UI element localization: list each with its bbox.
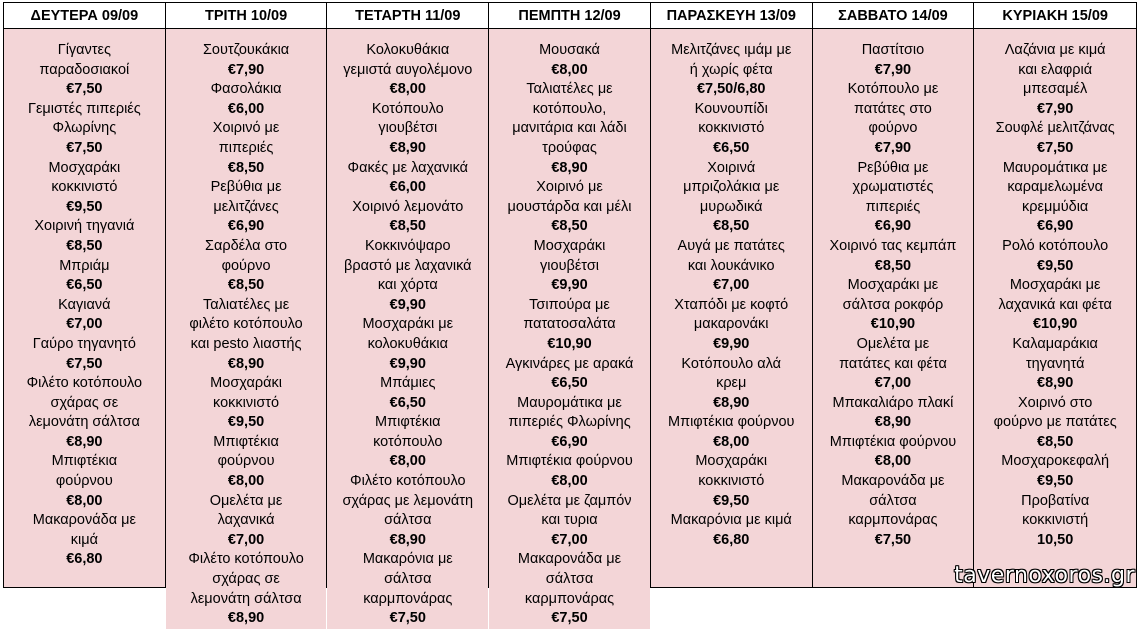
dish-list xyxy=(651,29,812,587)
dish-name: Χταπόδι με κοφτό xyxy=(674,296,789,313)
dish-name: Μοσχαράκι xyxy=(695,453,768,470)
dish-price: €6,50 xyxy=(713,139,750,156)
dish-price: €6,90 xyxy=(1037,218,1074,235)
dish-price: €9,50 xyxy=(227,414,265,431)
dish-name: και ελαφριά xyxy=(1018,61,1093,78)
dish-name: Σουφλέ μελιτζάνας xyxy=(995,120,1115,137)
dish-name: τηγανητά xyxy=(1025,355,1085,372)
dish-name: Μαυρομάτικα με xyxy=(517,394,622,411)
dish-price: €8,90 xyxy=(874,414,912,431)
dish-name: Φακές με λαχανικά xyxy=(347,159,469,176)
dish-name: πατατοσαλάτα xyxy=(523,316,616,333)
dish-price: €9,90 xyxy=(389,296,426,313)
day-column-wednesday xyxy=(327,3,489,627)
dish-name: Χοιρινό στο xyxy=(1018,394,1093,411)
dish-name: πιπεριές Φλωρίνης xyxy=(508,414,631,431)
day-column-tuesday xyxy=(166,3,328,627)
dish-name: γιουβέτσι xyxy=(378,120,438,137)
dish-name: Μπιφτέκια xyxy=(51,453,118,470)
dish-price: €8,50 xyxy=(874,257,912,274)
dish-name: φούρνου xyxy=(55,473,113,490)
dish-price: €6,50 xyxy=(66,277,103,294)
dish-price: €7,50 xyxy=(66,355,103,372)
dish-name: λεμονάτη σάλτσα xyxy=(190,590,302,607)
dish-price: €6,00 xyxy=(227,100,265,117)
dish-name: κοτόπουλο xyxy=(373,433,443,450)
dish-name: φούρνου xyxy=(217,453,275,470)
dish-price: €9,90 xyxy=(713,335,750,352)
dish-price: €8,50 xyxy=(389,218,426,235)
dish-name: Προβατίνα xyxy=(1021,492,1090,509)
dish-name: Αγκινάρες με αρακά xyxy=(505,355,634,372)
dish-price: €7,90 xyxy=(874,61,912,78)
dish-price: €8,90 xyxy=(227,610,265,627)
dish-name: Σουτζουκάκια xyxy=(202,42,290,58)
dish-name: Μπάμιες xyxy=(380,375,436,392)
dish-name: Ρολό κοτόπουλο xyxy=(1002,237,1109,254)
day-header: ΚΥΡΙΑΚΗ 15/09 xyxy=(974,3,1136,29)
dish-price: €7,50/6,80 xyxy=(696,81,766,98)
dish-price: €8,90 xyxy=(713,394,750,411)
dish-name: Φασολάκια xyxy=(210,81,282,98)
dish-name: κοκκινιστό xyxy=(698,120,765,137)
dish-name: και χόρτα xyxy=(377,277,438,294)
dish-name: Μπιφτέκια φούρνου xyxy=(506,453,633,470)
dish-name: και λουκάνικο xyxy=(687,257,775,274)
dish-price: €6,50 xyxy=(551,375,588,392)
dish-name: Ταλιατέλες με xyxy=(526,81,613,98)
dish-name: Μπιφτέκια xyxy=(375,414,441,431)
dish-price: €9,50 xyxy=(1037,257,1074,274)
dish-price: €7,50 xyxy=(1037,139,1074,156)
dish-price: €7,90 xyxy=(874,139,912,156)
dish-price: 10,50 xyxy=(1037,531,1074,548)
dish-price: €8,90 xyxy=(389,531,426,548)
dish-price: €7,00 xyxy=(227,531,265,548)
dish-name: τρούφας xyxy=(542,139,597,156)
dish-name: κοκκινιστό xyxy=(51,179,118,196)
day-header: ΠΑΡΑΣΚΕΥΗ 13/09 xyxy=(651,3,812,29)
dish-name: Ομελέτα με ζαμπόν xyxy=(507,492,632,509)
dish-name: πατάτες και φέτα xyxy=(839,355,947,372)
dish-price: €7,00 xyxy=(713,277,750,294)
dish-name: Ταλιατέλες με xyxy=(202,296,290,313)
dish-price: €7,90 xyxy=(1037,100,1074,117)
dish-list xyxy=(166,29,327,629)
dish-name: Κολοκυθάκια xyxy=(366,42,450,58)
dish-price: €8,50 xyxy=(713,218,750,235)
dish-price: €6,50 xyxy=(389,394,426,411)
dish-name: Μελιτζάνες ιμάμ με xyxy=(671,42,792,58)
dish-price: €8,00 xyxy=(874,453,912,470)
dish-name: καραμελωμένα xyxy=(1007,179,1104,196)
day-column-saturday xyxy=(813,3,975,587)
dish-name: σχάρας σε xyxy=(50,394,119,411)
dish-price: €9,50 xyxy=(66,198,103,215)
dish-name: Χοιρινή τηγανιά xyxy=(34,218,135,235)
dish-name: Μακαρονάδα με xyxy=(517,551,622,568)
dish-name: φιλέτο κοτόπουλο xyxy=(189,316,303,333)
dish-name: Φιλέτο κοτόπουλο xyxy=(26,375,143,392)
dish-name: λαχανικά και φέτα xyxy=(998,296,1112,313)
dish-price: €7,00 xyxy=(66,316,103,333)
dish-price: €6,90 xyxy=(227,218,265,235)
dish-price: €10,90 xyxy=(1032,316,1078,333)
dish-price: €7,90 xyxy=(227,61,265,78)
dish-name: χρωματιστές xyxy=(852,179,934,196)
dish-list xyxy=(813,29,974,587)
dish-name: κοκκινιστή xyxy=(1022,512,1089,529)
dish-name: σάλτσα ροκφόρ xyxy=(842,296,944,313)
dish-price: €8,90 xyxy=(227,355,265,372)
dish-price: €10,90 xyxy=(547,335,592,352)
dish-name: κιμά xyxy=(70,531,98,548)
dish-name: Μοσχαροκεφαλή xyxy=(1001,453,1110,470)
day-header: ΤΕΤΑΡΤΗ 11/09 xyxy=(327,3,488,29)
dish-name: Μοσχαράκι με xyxy=(362,316,454,333)
dish-price: €7,50 xyxy=(389,610,426,627)
dish-name: Μακαρονάδα με xyxy=(841,473,945,490)
dish-price: €8,00 xyxy=(551,61,588,78)
dish-name: μανιτάρια και λάδι xyxy=(512,120,627,137)
dish-name: Αυγά με πατάτες xyxy=(677,237,785,254)
dish-name: μυρωδικά xyxy=(699,198,763,215)
dish-name: Καλαμαράκια xyxy=(1012,335,1098,352)
dish-name: Φλωρίνης xyxy=(52,120,117,137)
dish-name: Μακαρόνια με κιμά xyxy=(670,512,792,529)
dish-name: καρμπονάρας xyxy=(848,512,938,529)
dish-price: €7,50 xyxy=(551,610,588,627)
dish-name: φούρνο xyxy=(868,120,918,137)
dish-name: μουστάρδα και μέλι xyxy=(507,198,632,215)
dish-list xyxy=(974,29,1136,587)
dish-list xyxy=(489,29,650,629)
dish-name: Χοιρινά xyxy=(707,159,756,176)
dish-name: Χοιρινό με xyxy=(212,120,280,137)
dish-price: €8,90 xyxy=(389,139,426,156)
dish-name: και pesto λιαστής xyxy=(190,335,302,352)
dish-name: πατάτες στο xyxy=(854,100,932,117)
dish-name: Μοσχαράκι με xyxy=(847,277,939,294)
dish-price: €8,90 xyxy=(66,433,103,450)
dish-name: Μοσχαράκι με xyxy=(1009,277,1101,294)
dish-price: €8,50 xyxy=(1037,433,1074,450)
dish-price: €8,00 xyxy=(389,81,426,98)
dish-name: λαχανικά xyxy=(217,512,275,529)
dish-price: €7,00 xyxy=(551,531,588,548)
dish-name: Παστίτσιο xyxy=(861,42,925,58)
dish-name: Τσιπούρα με xyxy=(529,296,610,313)
day-column-sunday xyxy=(974,3,1136,587)
dish-name: καρμπονάρας xyxy=(363,590,453,607)
dish-price: €8,50 xyxy=(66,237,103,254)
dish-name: Γαύρο τηγανητό xyxy=(32,335,136,352)
dish-price: €6,80 xyxy=(66,551,103,568)
dish-list xyxy=(4,29,165,587)
dish-price: €8,90 xyxy=(1037,375,1074,392)
dish-name: Χοιρινό με xyxy=(536,179,603,196)
day-column-thursday xyxy=(489,3,651,627)
dish-name: Κοκκινόψαρο xyxy=(364,237,451,254)
dish-name: βραστό με λαχανικά xyxy=(344,257,472,274)
dish-name: γιουβέτσι xyxy=(540,257,599,274)
dish-price: €7,50 xyxy=(66,139,103,156)
dish-name: κολοκυθάκια xyxy=(367,335,449,352)
dish-name: φούρνο με πατάτες xyxy=(993,414,1117,431)
dish-name: σάλτσα xyxy=(869,492,917,509)
dish-price: €6,80 xyxy=(713,531,750,548)
dish-name: φούρνο xyxy=(221,257,271,274)
dish-price: €6,00 xyxy=(389,179,426,196)
dish-name: κρεμ xyxy=(716,375,747,392)
dish-name: Ρεβύθια με xyxy=(210,179,282,196)
dish-name: Μπριάμ xyxy=(59,257,110,274)
dish-name: και τυρια xyxy=(541,512,598,529)
day-header: ΠΕΜΠΤΗ 12/09 xyxy=(489,3,650,29)
dish-name: Μοσχαράκι xyxy=(210,375,282,392)
dish-price: €9,50 xyxy=(713,492,750,509)
dish-price: €8,00 xyxy=(227,473,265,490)
day-column-monday xyxy=(4,3,166,587)
dish-name: μακαρονάκι xyxy=(693,316,769,333)
dish-name: κοκκινιστό xyxy=(213,394,280,411)
dish-name: Καγιανά xyxy=(58,296,111,313)
weekly-menu-table xyxy=(3,2,1137,627)
dish-name: Μακαρονάδα με xyxy=(32,512,136,529)
dish-price: €8,00 xyxy=(551,473,588,490)
dish-name: Φιλέτο κοτόπουλο xyxy=(188,551,304,568)
dish-name: σχάρας με λεμονάτη xyxy=(342,492,474,509)
dish-price: €8,00 xyxy=(389,453,426,470)
dish-name: ή χωρίς φέτα xyxy=(689,61,773,78)
dish-name: Φιλέτο κοτόπουλο xyxy=(350,473,466,490)
dish-price: €8,90 xyxy=(551,159,588,176)
dish-name: Κοτόπουλο αλά xyxy=(681,355,782,372)
dish-name: Σαρδέλα στο xyxy=(205,237,288,254)
dish-name: Μαυρομάτικα με xyxy=(1002,159,1108,176)
dish-name: Ομελέτα με xyxy=(856,335,930,352)
dish-name: Μουσακά xyxy=(539,42,600,58)
dish-name: Γίγαντες xyxy=(57,42,111,58)
dish-name: Κοτόπουλο xyxy=(371,100,444,117)
dish-name: μπεσαμέλ xyxy=(1023,81,1088,98)
dish-name: Μακαρόνια με xyxy=(362,551,453,568)
dish-name: Μοσχαράκι xyxy=(48,159,121,176)
dish-price: €8,00 xyxy=(713,433,750,450)
dish-price: €7,50 xyxy=(874,531,912,548)
dish-name: Μοσχαράκι xyxy=(533,237,606,254)
dish-name: κοκκινιστό xyxy=(698,473,765,490)
dish-name: Λαζάνια με κιμά xyxy=(1004,42,1106,58)
dish-name: σάλτσα xyxy=(545,571,594,588)
dish-name: Χοιρινό λεμονάτο xyxy=(352,198,464,215)
dish-name: πιπεριές xyxy=(218,139,274,156)
dish-price: €10,90 xyxy=(870,316,916,333)
dish-price: €7,50 xyxy=(66,81,103,98)
dish-name: Κουνουπίδι xyxy=(694,100,768,117)
dish-name: Γεμιστές πιπεριές xyxy=(27,100,141,117)
dish-name: καρμπονάρας xyxy=(524,590,615,607)
dish-price: €9,90 xyxy=(551,277,588,294)
dish-name: Μπιφτέκια φούρνου xyxy=(829,433,957,450)
dish-name: πιπεριές xyxy=(865,198,921,215)
dish-price: €8,00 xyxy=(66,492,103,509)
dish-name: σχάρας σε xyxy=(212,571,280,588)
dish-name: γεμιστά αυγολέμονο xyxy=(343,61,473,78)
dish-price: €9,90 xyxy=(389,355,426,372)
dish-price: €8,50 xyxy=(551,218,588,235)
dish-name: παραδοσιακοί xyxy=(39,61,130,78)
dish-name: Μπακαλιάρο πλακί xyxy=(832,394,954,411)
dish-price: €6,90 xyxy=(874,218,912,235)
day-header: ΔΕΥΤΕΡΑ 09/09 xyxy=(4,3,165,29)
dish-name: Μπιφτέκια φούρνου xyxy=(668,414,795,431)
site-watermark: tavernoxoros.gr xyxy=(954,563,1135,588)
dish-name: λεμονάτη σάλτσα xyxy=(28,414,140,431)
dish-name: κοτόπουλο, xyxy=(532,100,607,117)
dish-price: €9,50 xyxy=(1037,473,1074,490)
dish-name: μπριζολάκια με xyxy=(683,179,780,196)
dish-list xyxy=(327,29,488,629)
dish-price: €6,90 xyxy=(551,433,588,450)
day-column-friday xyxy=(651,3,813,587)
dish-price: €8,50 xyxy=(227,159,265,176)
dish-price: €8,50 xyxy=(227,277,265,294)
dish-name: κρεμμύδια xyxy=(1022,198,1089,215)
dish-name: Κοτόπουλο με xyxy=(847,81,939,98)
dish-name: Ρεβύθια με xyxy=(857,159,929,176)
dish-name: μελιτζάνες xyxy=(213,198,279,215)
day-header: ΣΑΒΒΑΤΟ 14/09 xyxy=(813,3,974,29)
dish-name: Μπιφτέκια xyxy=(213,433,279,450)
dish-price: €7,00 xyxy=(874,375,912,392)
dish-name: Ομελέτα με xyxy=(209,492,283,509)
dish-name: Χοιρινό τας κεμπάπ xyxy=(829,237,957,254)
dish-name: σάλτσα xyxy=(384,571,432,588)
dish-name: σάλτσα xyxy=(384,512,432,529)
day-header: ΤΡΙΤΗ 10/09 xyxy=(166,3,327,29)
